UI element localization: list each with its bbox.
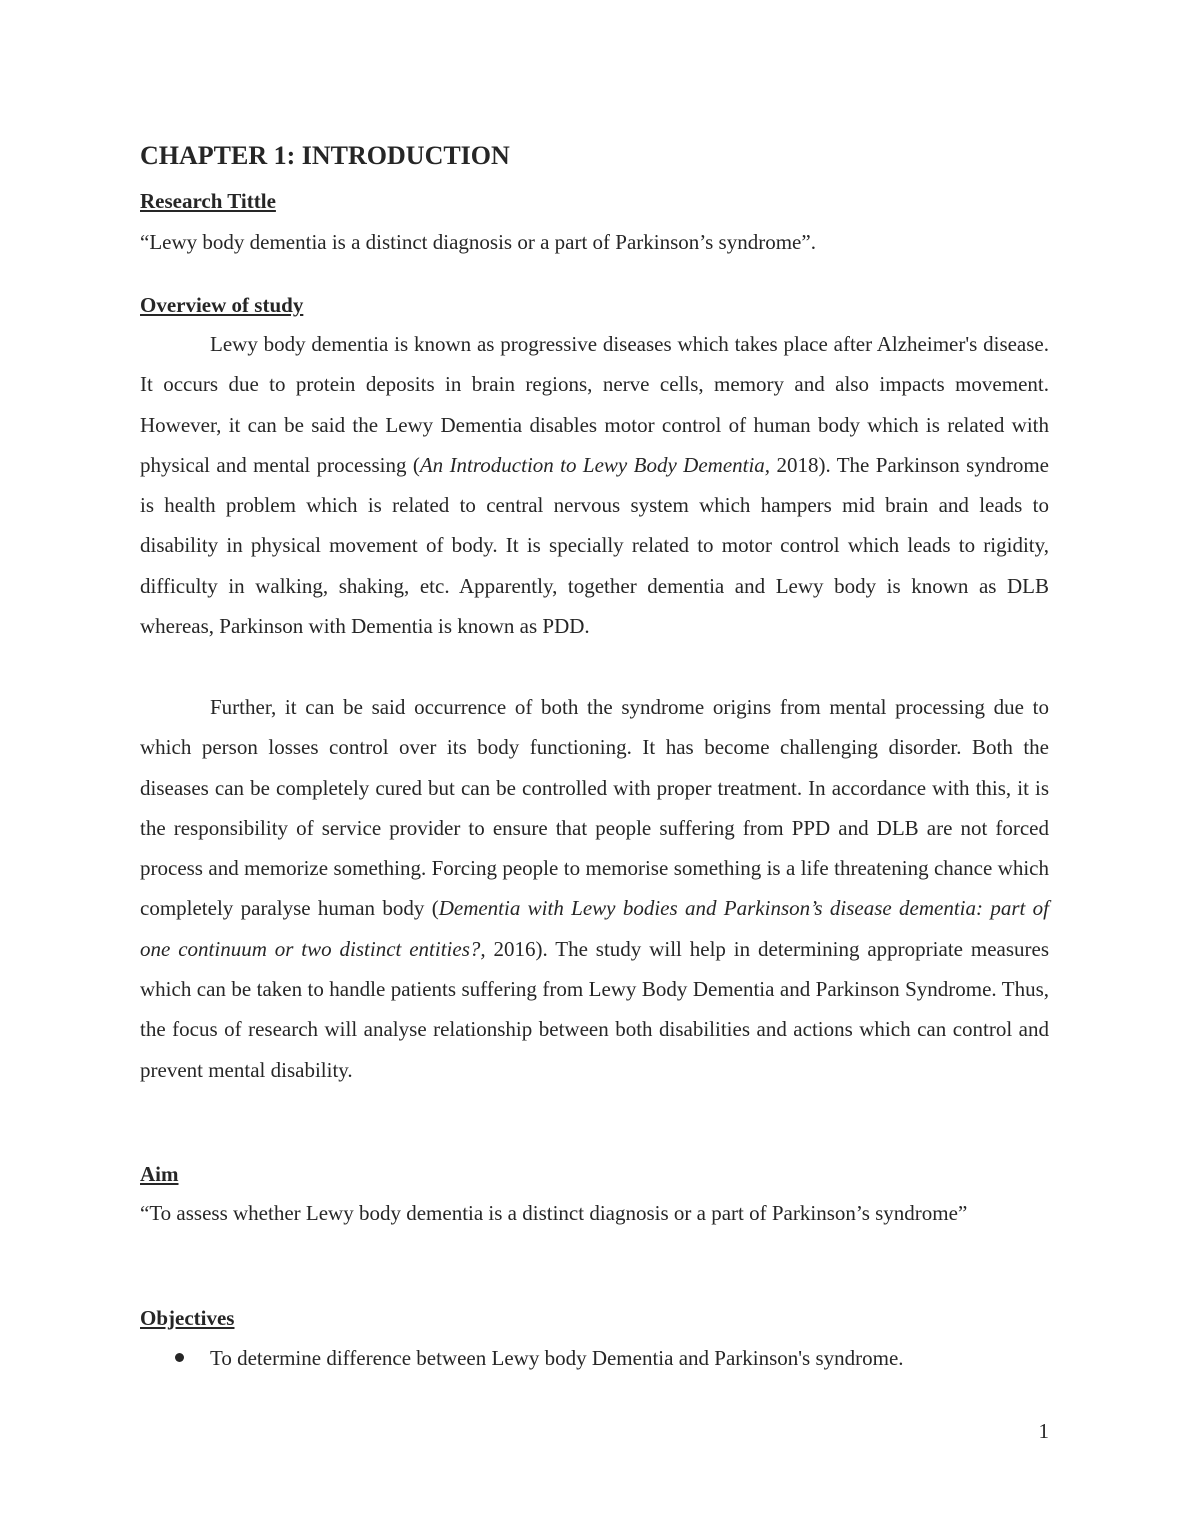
overview-heading: Overview of study (140, 293, 304, 317)
document-page (140, 0, 1049, 1540)
overview-paragraph-1-text-b: 2018). The Parkinson syndrome is health problem which is related to central nervous system which hampers mid brain and leads to disability in physical movement of body. It is specially related to motor control which leads to rigidity, difficulty in walking, shaking, etc. Apparently, together dementia and Lewy body is known as DLB whereas, Parkinson with Dementia is known as PDD. (140, 452, 1049, 639)
objectives-heading: Objectives (140, 1306, 235, 1330)
research-title-text: “Lewy body dementia is a distinct diagnosis or a part of Parkinson’s syndrome”. (140, 230, 816, 254)
research-title-heading: Research Tittle (140, 189, 276, 213)
aim-text: “To assess whether Lewy body dementia is a distinct diagnosis or a part of Parkinson’s syndrome” (140, 1201, 968, 1225)
objective-list-item (140, 1344, 1049, 1372)
page-number: 1 (1038, 1419, 1049, 1443)
objective-text: To determine difference between Lewy body Dementia and Parkinson's syndrome. (210, 1346, 904, 1370)
overview-paragraph-2-text-b: 2016). The study will help in determining appropriate measures which can be taken to handle patients suffering from Lewy Body Dementia and Parkinson Syndrome. Thus, the focus of research will analyse relationship between both disabilities and actions which can control and prevent mental disability. (140, 936, 1049, 1082)
overview-paragraph-1-citation: An Introduction to Lewy Body Dementia, (419, 452, 771, 477)
overview-paragraph-2-citation: Dementia with Lewy bodies and Parkinson’s disease dementia: part of one continuum or two distinct entities?, (140, 896, 1049, 961)
bullet-icon (175, 1353, 184, 1362)
overview-paragraph-2 (140, 687, 1049, 1090)
overview-paragraph-2-text-a: Further, it can be said occurrence of both the syndrome origins from mental processing due to which person losses control over its body functioning. It has become challenging disorder. Both the diseases can be completely cured but can be controlled with proper treatment. In accordance with this, it is the responsibility of service provider to ensure that people suffering from PPD and DLB are not forced process and memorize something. Forcing people to memorise something is a life threatening chance which completely paralyse human body ( (140, 695, 1049, 921)
overview-paragraph-1-text-a: Lewy body dementia is known as progressive diseases which takes place after Alzheimer's disease. It occurs due to protein deposits in brain regions, nerve cells, memory and also impacts movement. However, it can be said the Lewy Dementia disables motor control of human body which is related with physical and mental processing ( (140, 332, 1049, 477)
aim-heading: Aim (140, 1162, 179, 1186)
overview-paragraph-1 (140, 324, 1049, 646)
chapter-title: CHAPTER 1: INTRODUCTION (140, 141, 510, 170)
